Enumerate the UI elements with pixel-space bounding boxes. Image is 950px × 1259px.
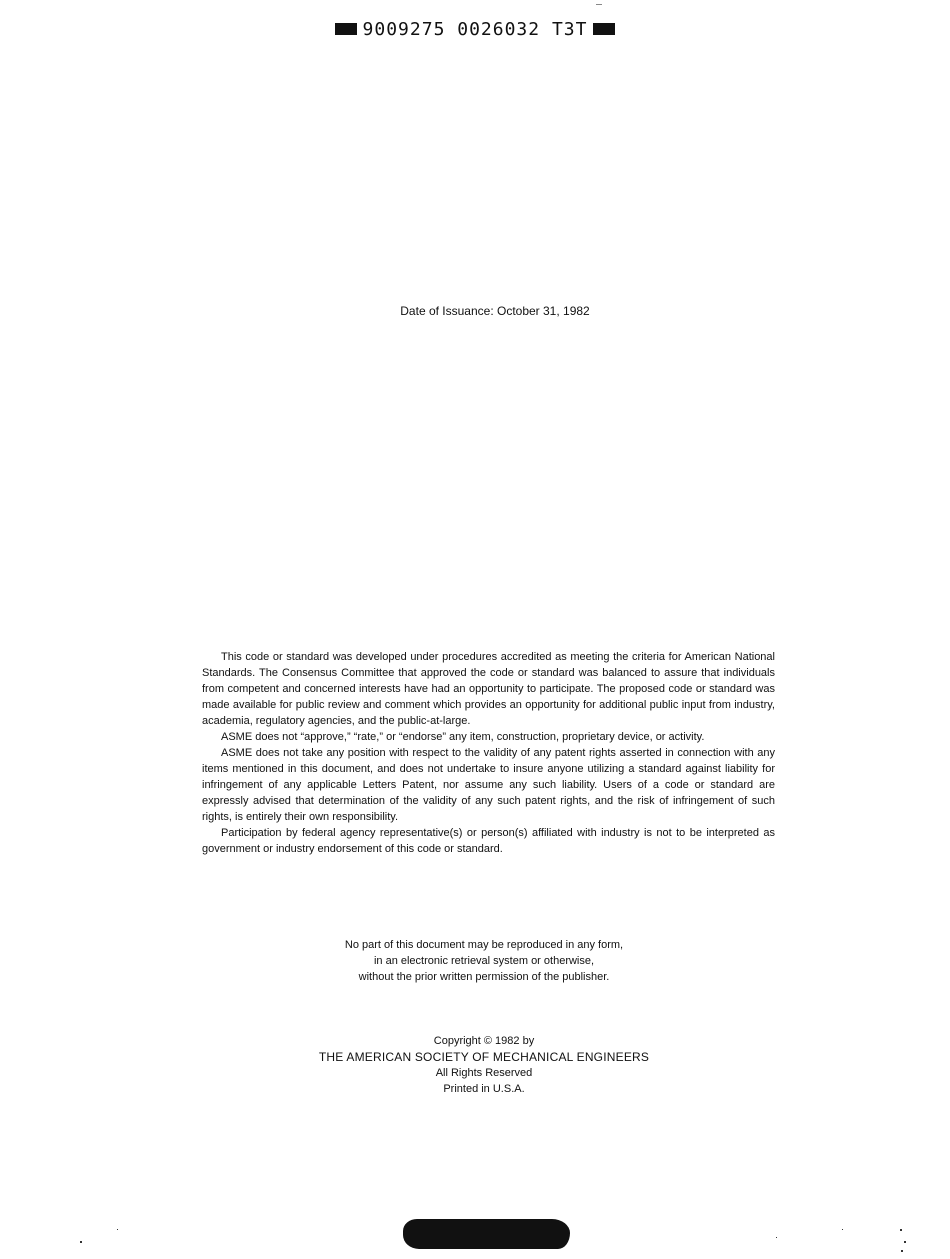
scan-speck	[80, 1241, 82, 1243]
scan-speck	[842, 1229, 843, 1230]
ink-blot	[403, 1219, 570, 1249]
reproduction-notice	[0, 937, 950, 985]
copyright-block	[0, 1033, 950, 1097]
rights-reserved: All Rights Reserved	[435, 1067, 533, 1079]
scan-speck	[901, 1250, 903, 1252]
copyright-line: Copyright © 1982 by	[433, 1035, 535, 1047]
reproduction-line: in an electronic retrieval system or otherwise,	[373, 955, 595, 967]
scan-speck	[596, 4, 602, 5]
scan-speck	[776, 1237, 777, 1238]
copyright-org: THE AMERICAN SOCIETY OF MECHANICAL ENGINEERS	[318, 1050, 650, 1064]
notice-paragraph: ASME does not take any position with respect to the validity of any patent rights asserted in connection with any items mentioned in this document, and does not undertake to insure anyone utilizing a standard against liability for infringement of any applicable Letters Patent, nor assume any such liability. Users of a code or standard are expressly advised that determination of the validity of any such patent rights, and the risk of infringement of such rights, is entirely their own responsibility.	[202, 747, 775, 823]
scan-speck	[900, 1229, 902, 1231]
reproduction-line: without the prior written permission of the publisher.	[358, 971, 610, 983]
scan-speck	[117, 1229, 118, 1230]
notice-paragraph: ASME does not “approve,” “rate,” or “endorse” any item, construction, proprietary device, or activity.	[221, 731, 705, 743]
right-marker-block	[593, 23, 615, 35]
notice-paragraph: This code or standard was developed under procedures accredited as meeting the criteria for American National Standards. The Consensus Committee that approved the code or standard was balanced to assure that individuals from competent and concerned interests have had an opportunity to participate. The proposed code or standard was made available for public review and comment which provides an opportunity for additional public input from industry, academia, regulatory agencies, and the public-at-large.	[202, 651, 775, 727]
printed-in: Printed in U.S.A.	[443, 1083, 525, 1095]
reproduction-line: No part of this document may be reproduced in any form,	[344, 939, 624, 951]
left-marker-block	[335, 23, 357, 35]
scan-speck	[904, 1241, 906, 1243]
header-code	[0, 19, 950, 41]
barcode-text: 9009275 0026032 T3T	[362, 19, 588, 40]
issuance-date: Date of Issuance: October 31, 1982	[400, 304, 590, 318]
notice-paragraph: Participation by federal agency representative(s) or person(s) affiliated with industry is not to be interpreted as government or industry endorsement of this code or standard.	[202, 827, 775, 855]
notice-block	[202, 649, 775, 857]
